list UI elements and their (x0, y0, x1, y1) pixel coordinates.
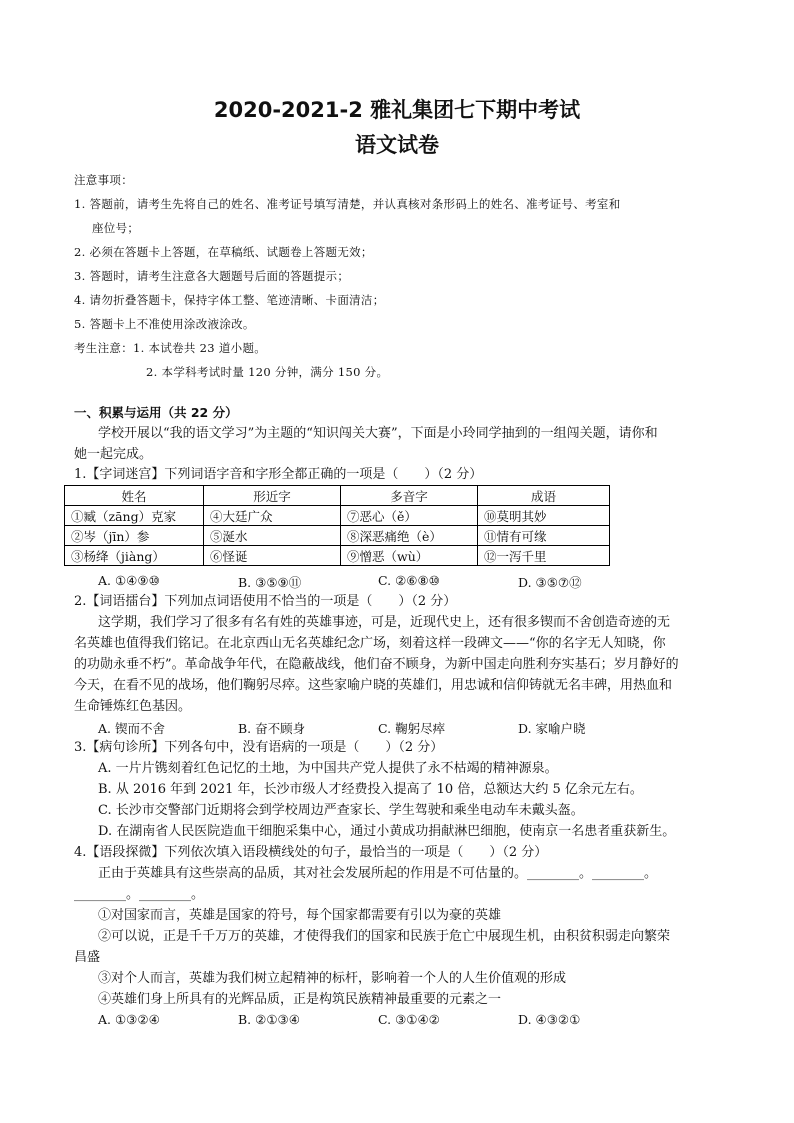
question-3-option-d: D. 在湖南省人民医院造血干细胞采集中心，通过小黄成功捐献淋巴细胞，使南京一名患者重获新生。 (98, 824, 676, 839)
notice-item-4: 4. 请勿折叠答题卡，保持字体工整、笔迹清晰、卡面清洁； (74, 293, 385, 307)
exam-note-2: 2. 本学科考试时量 120 分钟，满分 150 分。 (146, 365, 389, 379)
question-2-option-b: B. 奋不顾身 (238, 721, 306, 736)
question-2-passage-line: 生命锤炼红色基因。 (74, 699, 192, 714)
question-2-passage-line: 的功勋永垂不朽”。革命战争年代，在隐蔽战线，他们奋不顾身，为新中国走向胜利夯实基石；岁月静好的 (74, 657, 679, 672)
table-cell: ⑩莫明其妙 (478, 506, 610, 526)
question-2-option-d: D. 家喻户晓 (518, 721, 586, 736)
table-header: 多音字 (341, 486, 478, 506)
question-4-sentence-3: ③对个人而言，英雄为我们树立起精神的标杆，影响着一个人的人生价值观的形成 (98, 971, 567, 986)
table-cell: ④大廷广众 (204, 506, 341, 526)
table-cell: ⑧深恶痛绝（è） (341, 526, 478, 546)
question-4-option-d: D. ④③②① (518, 1012, 581, 1027)
question-1-table (64, 485, 610, 566)
table-cell: ①臧（zāng）克家 (65, 506, 204, 526)
question-4-sentence-2-cont: 昌盛 (74, 950, 101, 965)
question-2-option-a: A. 锲而不舍 (98, 721, 165, 736)
question-4-stem: 4.【语段探微】下列依次填入语段横线处的句子，最恰当的一项是（ ）（2 分） (74, 845, 548, 860)
question-3-option-c: C. 长沙市交警部门近期将会到学校周边严查家长、学生驾驶和乘坐电动车未戴头盔。 (98, 803, 584, 818)
table-row (65, 546, 610, 566)
question-1-option-a: A. ①④⑨⑩ (98, 573, 160, 588)
table-cell: ⑤涎水 (204, 526, 341, 546)
notice-item-5: 5. 答题卡上不准使用涂改液涂改。 (74, 317, 255, 331)
question-4-sentence-1: ①对国家而言，英雄是国家的符号，每个国家都需要有引以为豪的英雄 (98, 908, 502, 923)
question-3-stem: 3.【病句诊所】下列各句中，没有语病的一项是（ ）（2 分） (74, 740, 444, 755)
question-4-passage-cont: ________。________。 (74, 887, 205, 902)
table-header: 成语 (478, 486, 610, 506)
table-cell: ②岑（jīn）参 (65, 526, 204, 546)
table-row (65, 526, 610, 546)
exam-subtitle: 语文试卷 (355, 133, 439, 157)
table-cell: ⑪情有可缘 (478, 526, 610, 546)
question-4-option-c: C. ③①④② (378, 1012, 440, 1027)
question-4-option-b: B. ②①③④ (238, 1012, 300, 1027)
table-cell: ⑥怪诞 (204, 546, 341, 566)
notice-item-1-cont: 座位号； (92, 221, 140, 235)
question-2-passage-line: 今天，在看不见的战场，他们鞠躬尽瘁。这些家喻户晓的英雄们，用忠诚和信仰铸就无名丰碑，用热血和 (74, 678, 673, 693)
question-3-option-b: B. 从 2016 年到 2021 年，长沙市级人才经费投入提高了 10 倍，总额达大约 5 亿余元左右。 (98, 782, 643, 797)
notice-item-1: 1. 答题前，请考生先将自己的姓名、准考证号填写清楚，并认真核对条形码上的姓名、准考证号、考室和 (74, 197, 621, 211)
question-1-option-b: B. ③⑤⑨⑪ (238, 575, 302, 590)
notice-heading: 注意事项： (74, 173, 133, 187)
question-2-option-c: C. 鞠躬尽瘁 (378, 721, 446, 736)
section-heading: 一、积累与运用（共 22 分） (74, 405, 238, 420)
question-3-option-a: A. 一片片镌刻着红色记忆的土地，为中国共产党人提供了永不枯竭的精神源泉。 (98, 761, 558, 776)
table-cell: ⑫一泻千里 (478, 546, 610, 566)
exam-title: 2020-2021-2 雅礼集团七下期中考试 (213, 98, 581, 122)
notice-item-2: 2. 必须在答题卡上答题，在草稿纸、试题卷上答题无效； (74, 245, 373, 259)
question-2-passage-line: 这学期，我们学习了很多有名有姓的英雄事迹，可是，近现代史上，还有很多锲而不舍创造奇迹的无 (98, 615, 671, 630)
section-intro-cont: 她一起完成。 (74, 447, 153, 462)
section-intro: 学校开展以“我的语文学习”为主题的“知识闯关大赛”，下面是小玲同学抽到的一组闯关题，请你和 (98, 426, 658, 441)
exam-note-1: 考生注意：1. 本试卷共 23 道小题。 (74, 341, 267, 355)
table-header: 姓名 (65, 486, 204, 506)
question-1-option-c: C. ②⑥⑧⑩ (378, 573, 440, 588)
question-1-stem: 1.【字词迷宫】下列词语字音和字形全都正确的一项是（ ）（2 分） (74, 467, 483, 482)
question-4-passage: 正由于英雄具有这些崇高的品质，其对社会发展所起的作用是不可估量的。________。________。 (98, 866, 658, 881)
notice-item-3: 3. 答题时，请考生注意各大题题号后面的答题提示； (74, 269, 350, 283)
table-row (65, 506, 610, 526)
question-4-sentence-4: ④英雄们身上所具有的光辉品质，正是构筑民族精神最重要的元素之一 (98, 992, 502, 1007)
table-cell: ⑦恶心（ě） (341, 506, 478, 526)
table-cell: ⑨憎恶（wù） (341, 546, 478, 566)
table-cell: ③杨绛（jiàng） (65, 546, 204, 566)
question-4-sentence-2: ②可以说，正是千千万万的英雄，才使得我们的国家和民族于危亡中展现生机，由积贫积弱走向繁荣 (98, 929, 671, 944)
question-2-passage-line: 名英雄也值得我们铭记。在北京西山无名英雄纪念广场，刻着这样一段碑文——“你的名字无人知晓，你 (74, 636, 666, 651)
table-header: 形近字 (204, 486, 341, 506)
question-1-option-d: D. ③⑤⑦⑫ (518, 575, 582, 590)
question-4-option-a: A. ①③②④ (98, 1012, 160, 1027)
question-2-stem: 2.【词语擂台】下列加点词语使用不恰当的一项是（ ）（2 分） (74, 594, 457, 609)
